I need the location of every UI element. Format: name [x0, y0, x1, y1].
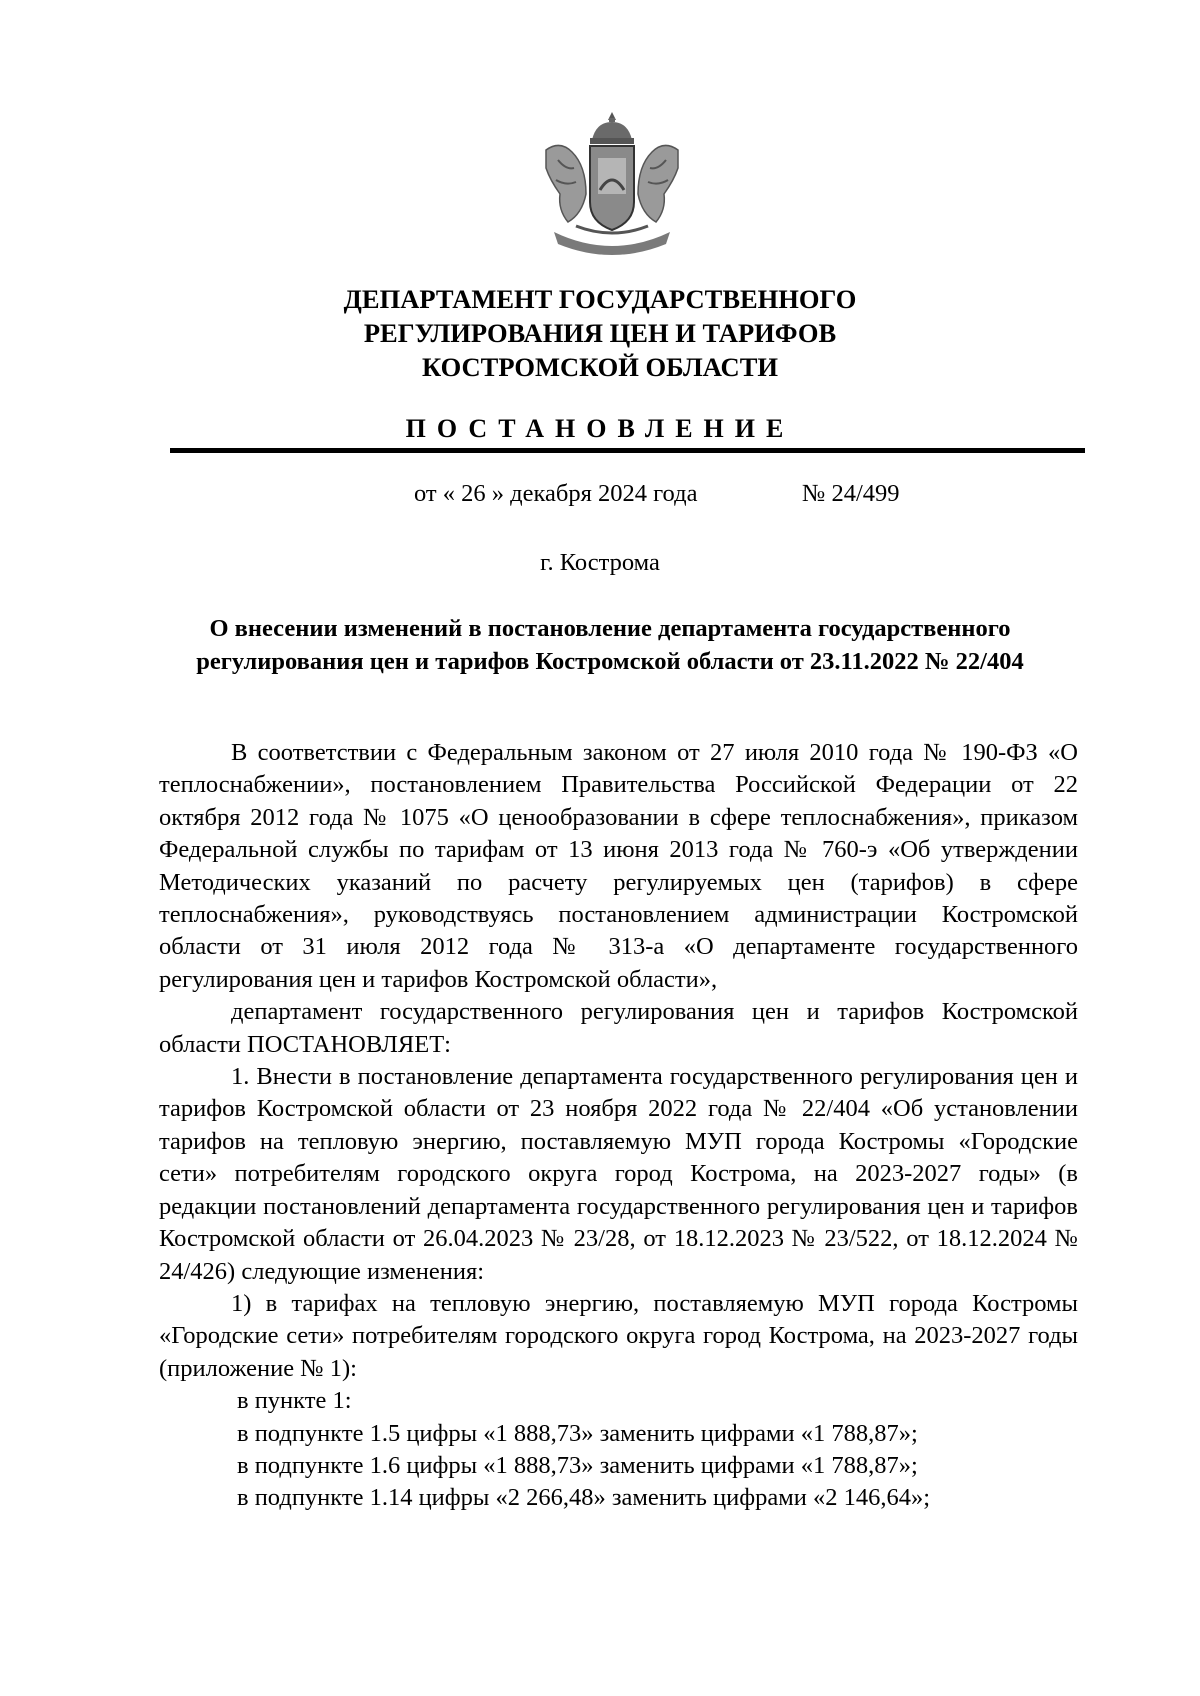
body-paragraph-item-1: 1. Внести в постановление департамента государственного регулирования цен и тарифов Костромской области от 23 ноября 2022 года № 22/404 «Об установлении тарифов на тепловую энергию, поставляемую МУП города Костромы «Городские сети» потребителям городского округа город Кострома, на 2023-2027 годы» (в редакции постановлений департамента государственного регулирования цен и тарифов Костромской области от 26.04.2023 № 23/28, от 18.12.2023 № 23/522, от 18.12.2024 № 24/426) следующие изменения: — [159, 1063, 1078, 1285]
coat-of-arms-icon — [536, 110, 688, 260]
body-line-subpoint-1-14: в подпункте 1.14 цифры «2 266,48» заменить цифрами «2 146,64»; — [237, 1484, 931, 1512]
department-name-line: КОСТРОМСКОЙ ОБЛАСТИ — [422, 352, 778, 382]
document-city: г. Кострома — [540, 549, 660, 576]
department-name — [150, 282, 1050, 384]
document-type-title: ПОСТАНОВЛЕНИЕ — [405, 414, 795, 443]
subject-line: О внесении изменений в постановление департамента государственного — [209, 615, 1011, 642]
body-paragraph-preamble: В соответствии с Федеральным законом от 27 июля 2010 года № 190-ФЗ «О теплоснабжении», постановлением Правительства Российской Федерации от 22 октября 2012 года № 1075 «О ценообразовании в сфере теплоснабжения», приказом Федеральной службы по тарифам от 13 июня 2013 года № 760-э «Об утверждении Методических указаний по расчету регулируемых цен (тарифов) в сфере теплоснабжения», руководствуясь постановлением администрации Костромской области от 31 июля 2012 года № 313-а «О департаменте государственного регулирования цен и тарифов Костромской области», — [159, 739, 1078, 993]
document-subject — [160, 612, 1060, 678]
body-line-point-1: в пункте 1: — [237, 1387, 352, 1415]
department-name-line: РЕГУЛИРОВАНИЯ ЦЕН И ТАРИФОВ — [363, 318, 837, 348]
subject-line: регулирования цен и тарифов Костромской области от 23.11.2022 № 22/404 — [196, 648, 1024, 675]
document-number: № 24/499 — [802, 480, 900, 507]
body-line-subpoint-1-5: в подпункте 1.5 цифры «1 888,73» заменить цифрами «1 788,87»; — [237, 1419, 918, 1447]
body-paragraph-subitem-1: 1) в тарифах на тепловую энергию, поставляемую МУП города Костромы «Городские сети» потребителям городского округа город Кострома, на 2023-2027 годы (приложение № 1): — [159, 1289, 1078, 1382]
body-paragraph-resolves: департамент государственного регулирования цен и тарифов Костромской области ПОСТАНОВЛЯЕТ: — [159, 998, 1078, 1058]
department-name-line: ДЕПАРТАМЕНТ ГОСУДАРСТВЕННОГО — [343, 284, 857, 314]
body-line-subpoint-1-6: в подпункте 1.6 цифры «1 888,73» заменить цифрами «1 788,87»; — [237, 1451, 918, 1479]
document-date: от « 26 » декабря 2024 года — [414, 480, 698, 507]
header-divider — [170, 448, 1085, 453]
document-body — [159, 737, 1078, 1515]
